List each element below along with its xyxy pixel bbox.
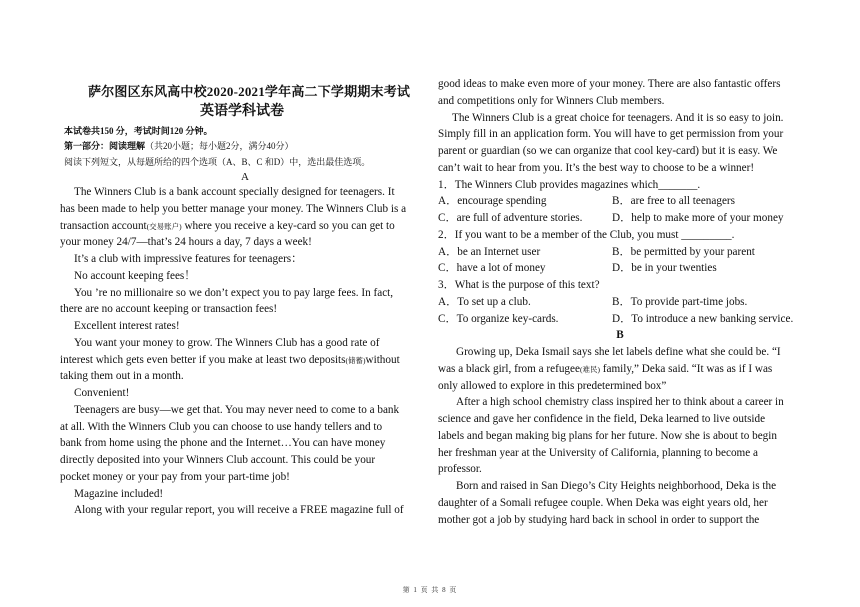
page-footer: 第 1 页 共 8 页 (402, 586, 458, 594)
instruction-text: 阅读下列短文，从每题所给的四个选项（A、B、C 和D）中，选出最佳选项。 (64, 157, 371, 167)
option-row (438, 210, 802, 227)
option-row (438, 193, 802, 210)
answer-option[interactable]: C．have a lot of money (438, 262, 546, 275)
passage-text: interest which gets even better if you make at least two deposits (60, 353, 346, 366)
passage-line: there are no account keeping or transaction fees! (60, 303, 278, 316)
passage-text: was a black girl, from a refugee (438, 362, 580, 375)
passage-line: daughter of a Somali refugee couple. When Deka was eight years old, her (438, 496, 768, 509)
section-a-label: A (241, 171, 249, 183)
passage-line: labels and began making big plans for her future. Now she is about to begin (438, 429, 777, 442)
part-one-label: 第一部分：阅读理解 (64, 141, 146, 151)
gloss-annotation: (交易账户) (146, 221, 182, 231)
passage-line: bank from home using the phone and the Internet…You can have money (60, 437, 386, 450)
passage-line: science and gave her confidence in the field, Deka learned to live outside (438, 413, 766, 425)
exam-info: 本试卷共150 分，考试时间120 分钟。 (64, 126, 213, 136)
feature-heading: No account keeping fees！ (74, 269, 196, 282)
answer-option[interactable]: D．To introduce a new banking service. (612, 312, 794, 325)
left-passage (60, 184, 422, 519)
passage-line: your money 24/7—that’s 24 hours a day, 7 days a week! (60, 236, 312, 249)
option-row (438, 244, 802, 261)
feature-heading: Magazine included! (74, 487, 164, 500)
right-column (438, 76, 802, 528)
option-row (438, 294, 802, 311)
passage-line: The Winners Club is a bank account specially designed for teenagers. It (74, 186, 395, 198)
passage-line: directly deposited into your Winners Club account. This could be your (60, 454, 376, 466)
exam-subtitle: 英语学科试卷 (200, 104, 284, 119)
passage-line: professor. (438, 463, 482, 476)
passage-line: her freshman year at the University of California, planning to become a (438, 446, 758, 459)
passage-line: It’s a club with impressive features for teenagers： (74, 253, 303, 265)
passage-line: You ’re no millionaire so we don’t expect you to pay large fees. In fact, (74, 286, 394, 299)
passage-line: You want your money to grow. The Winners Club has a good rate of (74, 336, 380, 349)
passage-line: at all. With the Winners Club you can choose to use handy tellers and to (60, 420, 383, 433)
passage-line: has been made to help you better manage your money. The Winners Club is a (60, 202, 407, 215)
passage-text: without (365, 353, 400, 366)
answer-option[interactable]: B．To provide part-time jobs. (612, 295, 748, 308)
answer-option[interactable]: D．help to make more of your money (612, 212, 784, 224)
gloss-annotation: (难民) (579, 364, 600, 374)
passage-line (60, 352, 422, 369)
answer-option[interactable]: D．be in your twenties (612, 262, 717, 275)
passage-line: Along with your regular report, you will receive a FREE magazine full of (74, 504, 404, 517)
answer-option[interactable]: A．encourage spending (438, 195, 547, 208)
passage-text: where you receive a key-card so you can get to (181, 219, 395, 232)
passage-line: can’t wait to hear from you. It’s the best way to choose to be a winner! (438, 161, 755, 174)
passage-line: Born and raised in San Diego’s City Heights neighborhood, Deka is the (456, 480, 777, 492)
gloss-annotation: (储蓄) (345, 355, 366, 365)
passage-line: parent or guardian (so we can organize that cool key-card) but it is easy. We (438, 145, 778, 157)
answer-option[interactable]: C．To organize key-cards. (438, 312, 559, 325)
answer-option[interactable]: C．are full of adventure stories. (438, 212, 583, 224)
exam-title: 萨尔图区东风高中校2020-2021学年高二下学期期末考试 (88, 84, 411, 99)
passage-line: pocket money or your pay from your part-time job! (60, 470, 290, 483)
answer-option[interactable]: B．be permitted by your parent (612, 245, 755, 258)
passage-text: family,” Deka said. “It was as if I was (599, 362, 773, 375)
feature-heading: Convenient! (74, 387, 130, 399)
passage-line: Simply fill in an application form. You will have to get permission from your (438, 128, 784, 141)
section-b-label: B (616, 329, 624, 342)
feature-heading: Excellent interest rates! (74, 320, 180, 332)
passage-line: The Winners Club is a great choice for teenagers. And it is so easy to join. (452, 111, 784, 124)
passage-line: only allowed to explore in this predetermined box” (438, 379, 667, 392)
passage-line: good ideas to make even more of your money. There are also fantastic offers (438, 78, 781, 90)
passage-line (438, 361, 802, 378)
passage-line: and competitions only for Winners Club members. (438, 94, 665, 107)
answer-option[interactable]: A．To set up a club. (438, 295, 531, 308)
passage-text: transaction account (60, 219, 147, 232)
passage-line: mother got a job by studying hard back in school in order to support the (438, 513, 760, 526)
passage-line: Growing up, Deka Ismail says she let labels define what she could be. “I (456, 346, 781, 358)
part-one-note: （共20小题；每小题2分，满分40分） (145, 141, 294, 151)
answer-option[interactable]: B．are free to all teenagers (612, 195, 735, 208)
option-row (438, 260, 802, 277)
question-stem: 2．If you want to be a member of the Club, you must _________. (438, 228, 735, 241)
question-stem: 3．What is the purpose of this text? (438, 279, 600, 291)
passage-line: After a high school chemistry class inspired her to think about a career in (456, 396, 784, 409)
passage-line: taking them out in a month. (60, 370, 184, 383)
passage-line (60, 218, 422, 235)
passage-line: Teenagers are busy—we get that. You may never need to come to a bank (74, 403, 400, 416)
part-one-heading (64, 139, 294, 152)
question-stem: 1．The Winners Club provides magazines which_______. (438, 178, 701, 191)
option-row (438, 311, 802, 328)
answer-option[interactable]: A．be an Internet user (438, 245, 541, 258)
